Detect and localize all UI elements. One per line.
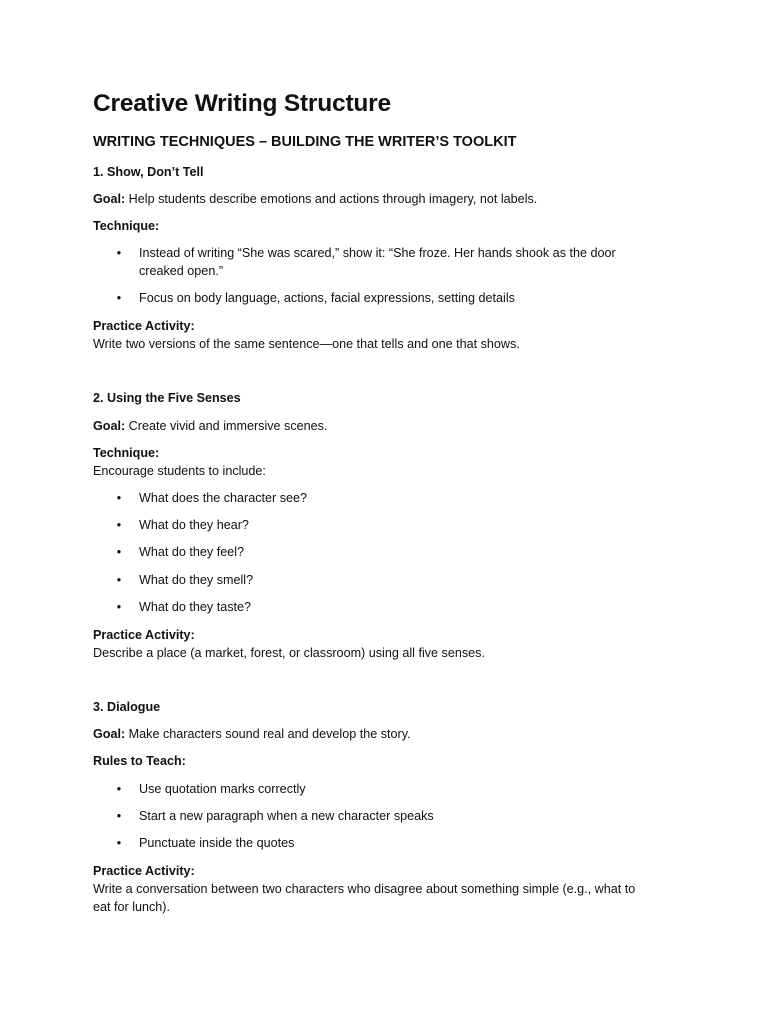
s1-goal — [93, 191, 537, 209]
s2-goal — [93, 418, 327, 436]
s3-goal — [93, 726, 411, 744]
s1-practice-label: Practice Activity: — [93, 319, 195, 333]
s3-rules-label: Rules to Teach: — [93, 754, 186, 768]
s3-heading: 3. Dialogue — [93, 700, 161, 714]
bullet-dot: • — [116, 600, 122, 614]
s2-bullet-text: What does the character see? — [139, 491, 308, 505]
document-body — [93, 88, 673, 914]
bullet-dot: • — [116, 246, 122, 260]
bullet-dot: • — [116, 782, 122, 796]
s2-goal-label: Goal: — [93, 419, 126, 433]
s3-bullet-text: Punctuate inside the quotes — [139, 836, 295, 850]
s2-bullet-text: What do they taste? — [139, 600, 252, 614]
s3-goal-label: Goal: — [93, 727, 126, 741]
section-heading: WRITING TECHNIQUES – BUILDING THE WRITER’S TOOLKIT — [93, 134, 517, 150]
bullet-dot: • — [116, 836, 122, 850]
s1-technique-label: Technique: — [93, 219, 160, 233]
s3-practice-label: Practice Activity: — [93, 864, 195, 878]
s3-bullet-text: Use quotation marks correctly — [139, 782, 306, 796]
bullet-dot: • — [116, 491, 122, 505]
bullet-dot: • — [116, 545, 122, 559]
s2-practice-label: Practice Activity: — [93, 628, 195, 642]
bullet-dot: • — [116, 291, 122, 305]
bullet-dot: • — [116, 518, 122, 532]
bullet-dot: • — [116, 809, 122, 823]
s1-practice-text: Write two versions of the same sentence—one that tells and one that shows. — [93, 337, 520, 351]
document-title: Creative Writing Structure — [93, 90, 391, 117]
s2-technique-label: Technique: — [93, 446, 160, 460]
bullet-dot: • — [116, 573, 122, 587]
s1-goal-text: Help students describe emotions and actions through imagery, not labels. — [125, 192, 538, 206]
s3-practice-text-line2: eat for lunch). — [93, 900, 171, 914]
s3-bullet-text: Start a new paragraph when a new character speaks — [139, 809, 434, 823]
s2-bullet-text: What do they smell? — [139, 573, 254, 587]
s2-practice-text: Describe a place (a market, forest, or classroom) using all five senses. — [93, 646, 485, 660]
s2-goal-text: Create vivid and immersive scenes. — [125, 419, 328, 433]
s2-technique-intro: Encourage students to include: — [93, 464, 266, 478]
s1-goal-label: Goal: — [93, 192, 126, 206]
s2-heading: 2. Using the Five Senses — [93, 391, 241, 405]
s3-goal-text: Make characters sound real and develop the story. — [125, 727, 411, 741]
s1-heading: 1. Show, Don’t Tell — [93, 165, 204, 179]
s1-bullet-text: Instead of writing “She was scared,” show it: “She froze. Her hands shook as the door creaked open.” — [139, 246, 616, 278]
s3-practice-text-line1: Write a conversation between two characters who disagree about something simple (e.g., what to — [93, 882, 636, 896]
s2-bullet-text: What do they hear? — [139, 518, 249, 532]
s1-bullet-text: Focus on body language, actions, facial expressions, setting details — [139, 291, 515, 305]
s2-bullet-text: What do they feel? — [139, 545, 245, 559]
